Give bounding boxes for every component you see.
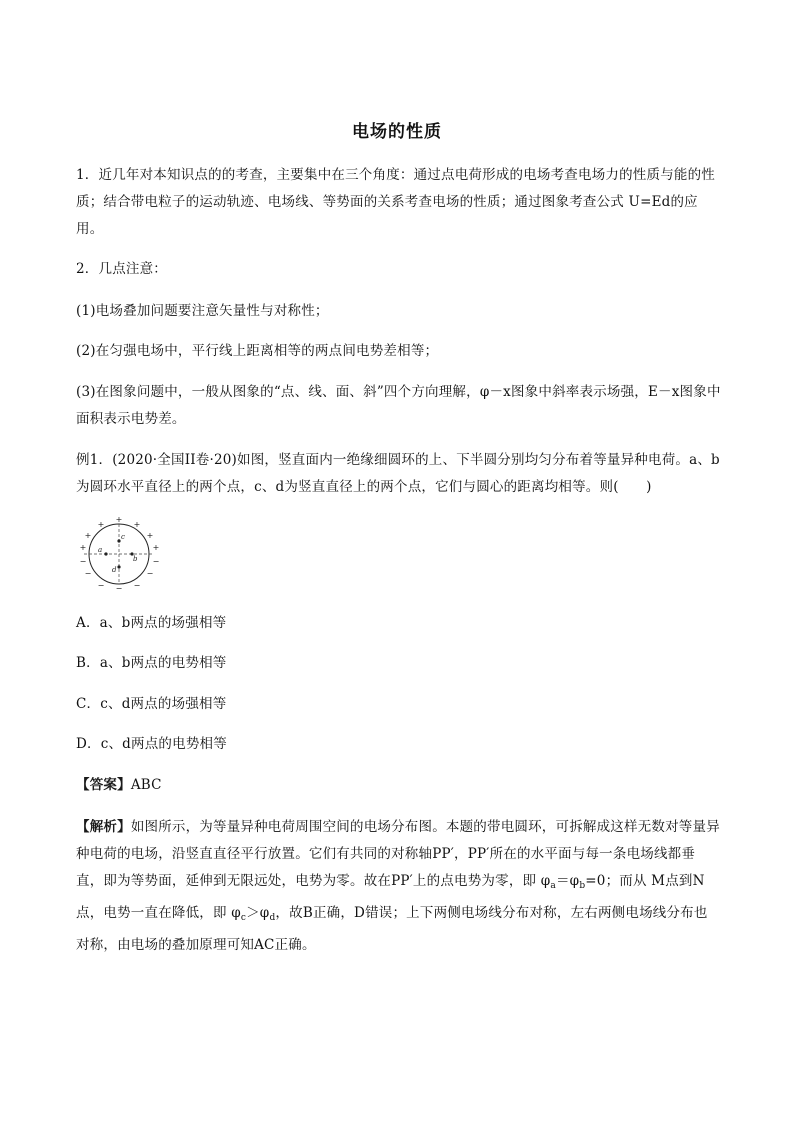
answer-label: 【答案】 — [76, 777, 131, 793]
charged-ring-figure — [76, 516, 162, 592]
minus-sign: − — [133, 581, 141, 590]
minus-sign: − — [146, 569, 154, 578]
plus-sign: + — [115, 516, 123, 524]
plus-sign: + — [133, 520, 141, 529]
analysis-text: ＞φ — [246, 905, 270, 921]
subscript-a: a — [550, 881, 556, 891]
option-b: B．a、b两点的电势相等 — [76, 655, 227, 671]
answer-line — [76, 772, 721, 799]
analysis-label: 【解析】 — [76, 819, 131, 835]
plus-sign: + — [84, 531, 92, 540]
minus-sign: − — [84, 569, 92, 578]
minus-sign: − — [115, 584, 123, 592]
option-c: C．c、d两点的场强相等 — [76, 696, 227, 712]
label-a: a — [98, 546, 103, 554]
paragraph-1: 1．近几年对本知识点的的考查，主要集中在三个角度：通过点电荷形成的电场考查电场力的性质与能的性质；结合带电粒子的运动轨迹、电场线、等势面的关系考查电场的性质；通过图象考查公式 U=Ed的应用。 — [76, 167, 715, 237]
plus-sign: + — [146, 531, 154, 540]
note-2: (2)在匀强电场中，平行线上距离相等的两点间电势差相等； — [76, 343, 439, 359]
point-a — [104, 552, 107, 555]
label-b: b — [133, 555, 138, 563]
minus-sign: − — [97, 581, 105, 590]
analysis-text: =0；而从 M点到N点，电势一直在降低，即 φ — [76, 873, 705, 921]
point-d — [117, 565, 120, 568]
example-question: 例1．(2020·全国II卷·20)如图，竖直面内一绝缘细圆环的上、下半圆分别均匀分布着等量异种电荷。a、b为圆环水平直径上的两个点，c、d为竖直直径上的两个点，它们与圆心的距离均相等。则( ) — [76, 452, 720, 495]
subscript-b: b — [579, 881, 586, 891]
option-a: A．a、b两点的场强相等 — [76, 615, 227, 631]
analysis-text: ，故B正确，D错误；上下两侧电场线分布对称，左右两侧电场线分布也对称，由电场的叠加原理可知AC正确。 — [76, 905, 708, 953]
subscript-c: c — [240, 913, 247, 923]
plus-sign: + — [152, 543, 160, 552]
plus-sign: + — [97, 520, 105, 529]
note-1: (1)电场叠加问题要注意矢量性与对称性； — [76, 303, 329, 319]
answer-value: ABC — [130, 777, 162, 793]
note-3: (3)在图象问题中，一般从图象的“点、线、面、斜”四个方向理解，φ－x图象中斜率表示场强，E－x图象中面积表示电势差。 — [76, 384, 721, 427]
page-title: 电场的性质 — [352, 122, 442, 142]
plus-sign: + — [79, 543, 87, 552]
minus-sign: − — [152, 557, 160, 566]
subscript-d: d — [269, 913, 276, 923]
analysis-text: ＝φ — [555, 873, 580, 889]
minus-sign: − — [79, 557, 87, 566]
paragraph-2: 2．几点注意： — [76, 261, 167, 277]
analysis-text: 如图所示，为等量异种电荷周围空间的电场分布图。本题的带电圆环，可拆解成这样无数对等量异种电荷的电场，沿竖直直径平行放置。它们有共同的对称轴PP′，PP′所在的水平面与每一条电场线都垂直，即为等势面，延伸到无限远处，电势为零。故在PP′上的点电势为零，即 φ — [76, 819, 720, 889]
label-c: c — [121, 533, 125, 541]
analysis-paragraph — [76, 814, 721, 959]
label-d: d — [112, 566, 117, 574]
option-d: D．c、d两点的电势相等 — [76, 736, 227, 752]
